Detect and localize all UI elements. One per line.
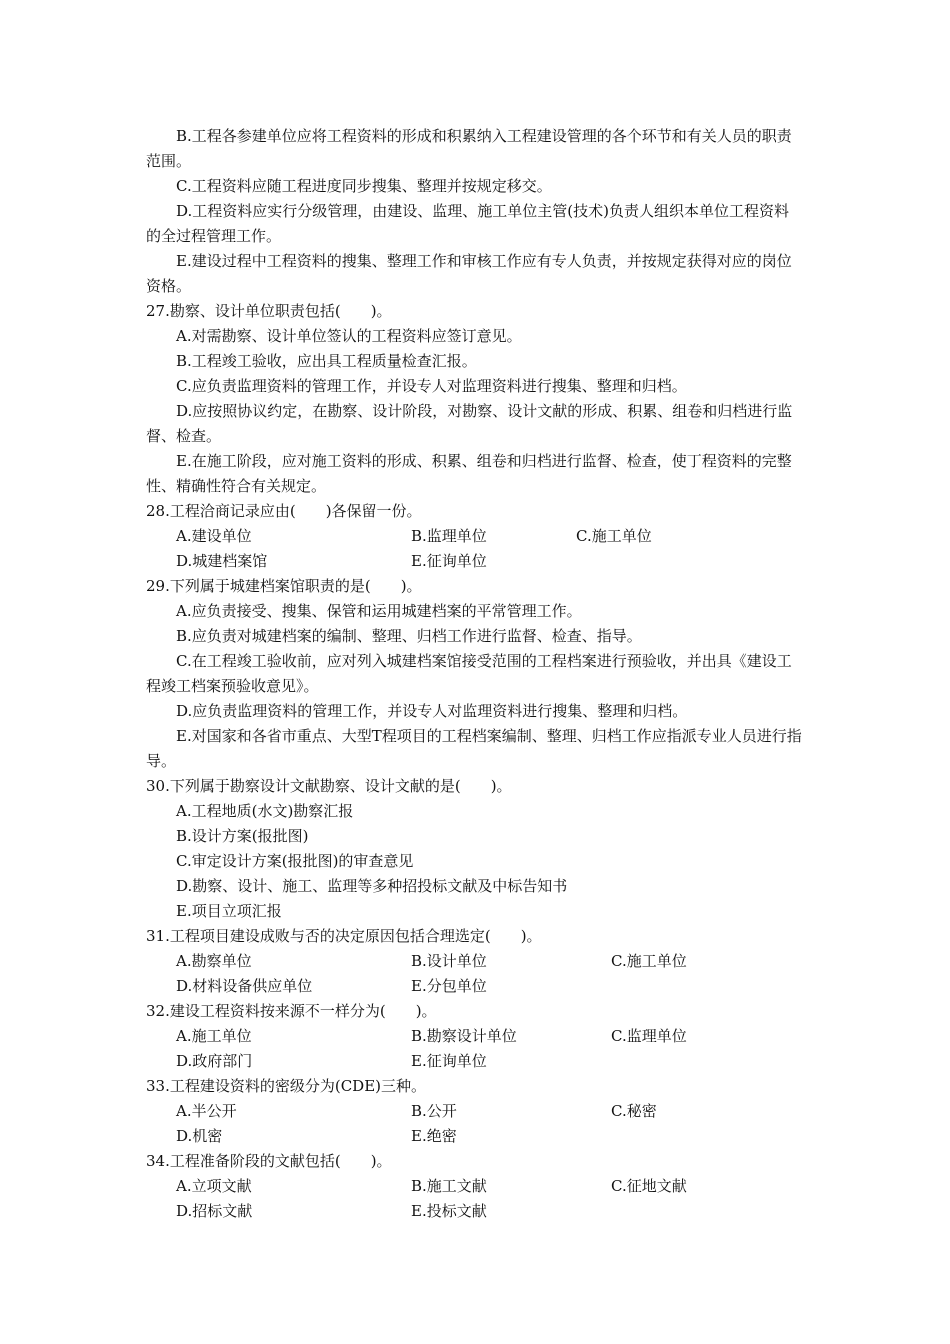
option-row [146,1199,802,1224]
option-text: E.分包单位 [411,977,487,995]
option-paragraph: A.应负责接受、搜集、保管和运用城建档案的平常管理工作。 [176,602,582,620]
question-stem: 31.工程项目建设成败与否的决定原因包括合理选定( )。 [146,927,542,945]
option-text: C.施工单位 [611,952,687,970]
option-row [146,949,802,974]
option-row [146,1049,802,1074]
option-paragraph: C.工程资料应随工程进度同步搜集、整理并按规定移交。 [176,177,552,195]
question-stem: 29.下列属于城建档案馆职责的是( )。 [146,577,422,595]
option-paragraph: E.对国家和各省市重点、大型T程项目的工程档案编制、整理、归档工作应指派专业人员进行指导。 [146,727,802,770]
option-text: D.勘察、设计、施工、监理等多种招投标文献及中标告知书 [176,877,568,895]
option-text: A.施工单位 [176,1027,252,1045]
option-paragraph: C.在工程竣工验收前，应对列入城建档案馆接受范围的工程档案进行预验收，并出具《建设工程竣工档案预验收意见》。 [146,652,792,695]
option-paragraph: C.应负责监理资料的管理工作，并设专人对监理资料进行搜集、整理和归档。 [176,377,687,395]
option-paragraph: D.工程资料应实行分级管理，由建设、监理、施工单位主管(技术)负责人组织本单位工程资料的全过程管理工作。 [146,202,789,245]
option-text: A.建设单位 [176,527,252,545]
option-paragraph: B.应负责对城建档案的编制、整理、归档工作进行监督、检查、指导。 [176,627,642,645]
option-text: A.立项文献 [176,1177,252,1195]
document-page [146,124,802,1224]
option-paragraph: D.应负责监理资料的管理工作，并设专人对监理资料进行搜集、整理和归档。 [176,702,688,720]
option-paragraph: D.应按照协议约定，在勘察、设计阶段，对勘察、设计文献的形成、积累、组卷和归档进行监督、检查。 [146,402,793,445]
question-stem: 34.工程准备阶段的文献包括( )。 [146,1152,392,1170]
option-row [146,1024,802,1049]
option-text: C.秘密 [611,1102,657,1120]
option-text [611,1124,802,1149]
question-stem: 32.建设工程资料按来源不一样分为( )。 [146,1002,437,1020]
option-text: C.监理单位 [611,1027,687,1045]
option-text: A.半公开 [176,1102,237,1120]
option-paragraph: A.对需勘察、设计单位签认的工程资料应签订意见。 [176,327,522,345]
question-stem: 27.勘察、设计单位职责包括( )。 [146,302,392,320]
option-text: B.施工文献 [411,1177,487,1195]
option-paragraph: E.在施工阶段，应对施工资料的形成、积累、组卷和归档进行监督、检查，使丁程资料的完整性、精确性符合有关规定。 [146,452,792,495]
option-text: E.征询单位 [411,1052,487,1070]
option-text: D.材料设备供应单位 [176,977,313,995]
question-stem: 28.工程洽商记录应由( )各保留一份。 [146,502,422,520]
option-text: D.城建档案馆 [176,552,268,570]
option-text: E.征询单位 [411,552,487,570]
option-text: E.投标文献 [411,1202,487,1220]
option-text: B.监理单位 [411,527,487,545]
option-text: B.设计单位 [411,952,487,970]
option-text: C.征地文献 [611,1177,687,1195]
option-paragraph: B.工程各参建单位应将工程资料的形成和积累纳入工程建设管理的各个环节和有关人员的职责范围。 [146,127,792,170]
option-row [146,1124,802,1149]
option-row [146,974,802,999]
option-text: B.设计方案(报批图) [176,827,309,845]
question-stem: 30.下列属于勘察设计文献勘察、设计文献的是( )。 [146,777,512,795]
option-text: C.审定设计方案(报批图)的审查意见 [176,852,414,870]
option-row [146,1099,802,1124]
option-text [611,974,802,999]
option-text: D.政府部门 [176,1052,253,1070]
option-text [576,549,802,574]
option-text: E.绝密 [411,1127,457,1145]
option-text: D.招标文献 [176,1202,253,1220]
option-text: B.勘察设计单位 [411,1027,517,1045]
option-text [611,1049,802,1074]
option-text: E.项目立项汇报 [176,902,282,920]
option-row [146,1174,802,1199]
option-text: A.勘察单位 [176,952,252,970]
option-text [611,1199,802,1224]
option-row [146,524,802,549]
option-text: D.机密 [176,1127,223,1145]
option-text: B.公开 [411,1102,457,1120]
option-paragraph: B.工程竣工验收，应出具工程质量检查汇报。 [176,352,477,370]
option-row [146,549,802,574]
option-text: A.工程地质(水文)勘察汇报 [176,802,354,820]
question-stem: 33.工程建设资料的密级分为(CDE)三种。 [146,1077,427,1095]
option-paragraph: E.建设过程中工程资料的搜集、整理工作和审核工作应有专人负责，并按规定获得对应的岗位资格。 [146,252,792,295]
option-text: C.施工单位 [576,527,652,545]
